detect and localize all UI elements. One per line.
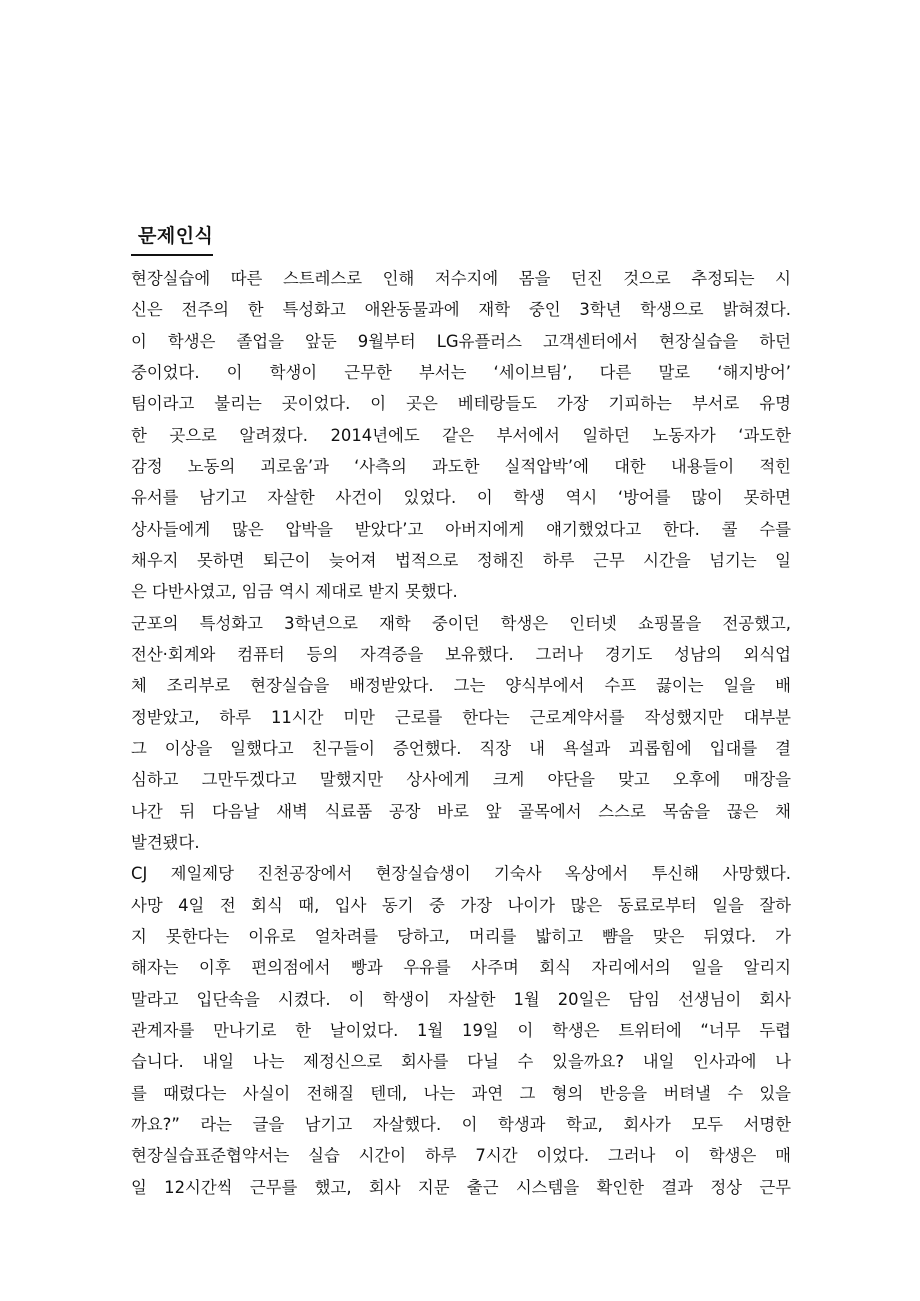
text-line: 현장실습표준협약서는 실습 시간이 하루 7시간 이었다. 그러나 이 학생은 매 [131,1146,791,1166]
text-line: 습니다. 내일 나는 제정신으로 회사를 다닐 수 있을까요? 내일 인사과에 나 [131,1052,791,1072]
text-line: 전산·회계와 컴퓨터 등의 자격증을 보유했다. 그러나 경기도 성남의 외식업 [131,644,791,664]
text-line: 를 때렸다는 사실이 전해질 텐데, 나는 과연 그 형의 반응을 버텨낼 수 있을 [131,1083,791,1103]
text-line: 지 못한다는 이유로 얼차려를 당하고, 머리를 밟히고 뺨을 맞은 뒤였다. 가 [131,926,791,946]
text-line: 신은 전주의 한 특성화고 애완동물과에 재학 중인 3학년 학생으로 밝혀졌다. [131,300,791,320]
text-line: 군포의 특성화고 3학년으로 재학 중이던 학생은 인터넷 쇼핑몰을 전공했고, [131,613,791,633]
text-line: 나간 뒤 다음날 새벽 식료품 공장 바로 앞 골목에서 스스로 목숨을 끊은 채 [131,801,791,821]
text-line: 심하고 그만두겠다고 말했지만 상사에게 크게 야단을 맞고 오후에 매장을 [131,770,791,790]
section-heading: 문제인식 [138,225,214,247]
text-line: 이 학생은 졸업을 앞둔 9월부터 LG유플러스 고객센터에서 현장실습을 하던 [131,331,791,351]
text-line: 체 조리부로 현장실습을 배정받았다. 그는 양식부에서 수프 끓이는 일을 배 [131,676,791,696]
text-line: 까요?” 라는 글을 남기고 자살했다. 이 학생과 학교, 회사가 모두 서명한 [131,1114,791,1134]
text-line: CJ 제일제당 진천공장에서 현장실습생이 기숙사 옥상에서 투신해 사망했다. [131,864,791,884]
text-line: 발견됐다. [131,832,200,852]
text-line: 현장실습에 따른 스트레스로 인해 저수지에 몸을 던진 것으로 추정되는 시 [131,269,791,288]
text-line: 해자는 이후 편의점에서 빵과 우유를 사주며 회식 자리에서의 일을 알리지 [131,958,791,978]
text-line: 말라고 입단속을 시켰다. 이 학생이 자살한 1월 20일은 담임 선생님이 회사 [131,989,791,1009]
text-line: 은 다반사였고, 임금 역시 제대로 받지 못했다. [131,582,458,602]
text-line: 중이었다. 이 학생이 근무한 부서는 ‘세이브팀’, 다른 말로 ‘해지방어’ [131,362,791,382]
heading-underline [131,254,213,256]
text-line: 정받았고, 하루 11시간 미만 근로를 한다는 근로계약서를 작성했지만 대부분 [131,707,791,727]
text-line: 팀이라고 불리는 곳이었다. 이 곳은 베테랑들도 가장 기피하는 부서로 유명 [131,394,791,414]
text-line: 사망 4일 전 회식 때, 입사 동기 중 가장 나이가 많은 동료로부터 일을 잘하 [131,895,791,915]
text-line: 한 곳으로 알려졌다. 2014년에도 같은 부서에서 일하던 노동자가 ‘과도한 [131,425,791,445]
text-line: 상사들에게 많은 압박을 받았다’고 아버지에게 얘기했었다고 한다. 콜 수를 [131,519,791,539]
text-line: 감정 노동의 괴로움’과 ‘사측의 과도한 실적압박’에 대한 내용들이 적힌 [131,456,791,476]
text-line: 유서를 남기고 자살한 사건이 있었다. 이 학생 역시 ‘방어를 많이 못하면 [131,488,791,508]
text-line: 일 12시간씩 근무를 했고, 회사 지문 출근 시스템을 확인한 결과 정상 근무 [131,1177,791,1197]
text-line: 관계자를 만나기로 한 날이었다. 1월 19일 이 학생은 트위터에 “너무 두렵 [131,1020,791,1040]
body-text [131,263,791,1203]
text-line: 그 이상을 일했다고 친구들이 증언했다. 직장 내 욕설과 괴롭힘에 입대를 결 [131,738,791,758]
text-line: 채우지 못하면 퇴근이 늦어져 법적으로 정해진 하루 근무 시간을 넘기는 일 [131,550,791,570]
